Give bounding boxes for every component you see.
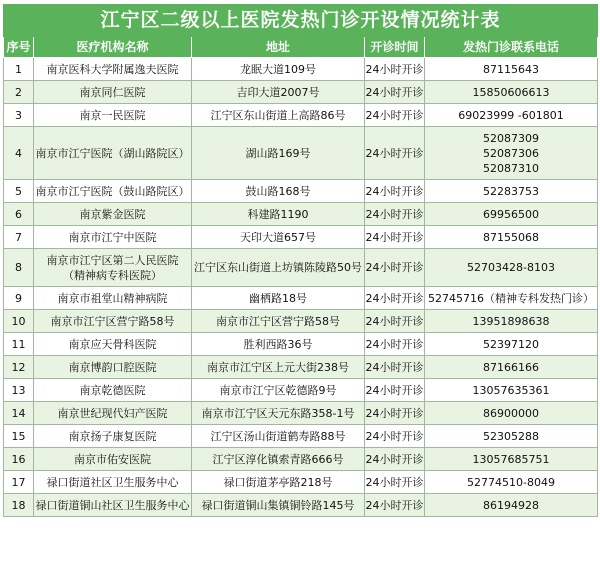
institution-name-line: 南京市江宁医院（鼓山路院区） bbox=[35, 184, 190, 198]
contact-phone bbox=[425, 104, 598, 127]
institution-name bbox=[34, 310, 192, 333]
table-row bbox=[4, 180, 598, 203]
institution-name bbox=[34, 226, 192, 249]
address bbox=[192, 58, 365, 81]
table-row bbox=[4, 448, 598, 471]
contact-phone bbox=[425, 203, 598, 226]
row-number: 16 bbox=[4, 448, 34, 471]
institution-name bbox=[34, 180, 192, 203]
header-no: 序号 bbox=[4, 37, 34, 58]
row-number: 11 bbox=[4, 333, 34, 356]
table-row bbox=[4, 333, 598, 356]
contact-phone-line: 87155068 bbox=[483, 230, 539, 244]
address-line: 科建路1190 bbox=[247, 207, 309, 221]
institution-name-line: 南京市江宁区第二人民医院 bbox=[46, 253, 179, 267]
table-row bbox=[4, 402, 598, 425]
address-line: 龙眠大道109号 bbox=[240, 62, 316, 76]
institution-name-line: 南京应天骨科医院 bbox=[68, 337, 157, 351]
institution-name bbox=[34, 81, 192, 104]
institution-name bbox=[34, 333, 192, 356]
opening-hours: 24小时开诊 bbox=[365, 402, 425, 425]
address-line: 南京市江宁区乾德路9号 bbox=[219, 383, 337, 397]
address-line: 江宁区东山街道上坊镇陈陵路50号 bbox=[194, 261, 362, 274]
institution-name-line: 南京市江宁医院（湖山路院区） bbox=[35, 146, 190, 160]
contact-phone bbox=[425, 58, 598, 81]
opening-hours: 24小时开诊 bbox=[365, 379, 425, 402]
institution-name-line: 禄口街道社区卫生服务中心 bbox=[46, 475, 179, 489]
contact-phone bbox=[425, 310, 598, 333]
contact-phone-line: 52087310 bbox=[483, 161, 539, 175]
contact-phone-line: 13951898638 bbox=[472, 314, 550, 328]
address bbox=[192, 180, 365, 203]
opening-hours: 24小时开诊 bbox=[365, 180, 425, 203]
row-number: 15 bbox=[4, 425, 34, 448]
address bbox=[192, 127, 365, 180]
institution-name bbox=[34, 249, 192, 287]
row-number: 7 bbox=[4, 226, 34, 249]
opening-hours: 24小时开诊 bbox=[365, 81, 425, 104]
fever-clinic-table bbox=[3, 4, 598, 517]
contact-phone-line: 52397120 bbox=[483, 337, 539, 351]
row-number: 18 bbox=[4, 494, 34, 517]
contact-phone-line: 13057685751 bbox=[472, 452, 550, 466]
contact-phone bbox=[425, 356, 598, 379]
contact-phone bbox=[425, 180, 598, 203]
contact-phone bbox=[425, 226, 598, 249]
institution-name bbox=[34, 287, 192, 310]
header-institution: 医疗机构名称 bbox=[34, 37, 192, 58]
table-row bbox=[4, 310, 598, 333]
address-line: 湖山路169号 bbox=[245, 146, 311, 160]
contact-phone-line: 52283753 bbox=[483, 184, 539, 198]
address bbox=[192, 471, 365, 494]
opening-hours: 24小时开诊 bbox=[365, 356, 425, 379]
contact-phone bbox=[425, 448, 598, 471]
address bbox=[192, 203, 365, 226]
address bbox=[192, 494, 365, 517]
row-number: 2 bbox=[4, 81, 34, 104]
contact-phone bbox=[425, 425, 598, 448]
address-line: 南京市江宁区营宁路58号 bbox=[216, 314, 340, 328]
institution-name bbox=[34, 379, 192, 402]
row-number: 17 bbox=[4, 471, 34, 494]
contact-phone bbox=[425, 333, 598, 356]
row-number: 9 bbox=[4, 287, 34, 310]
table-row bbox=[4, 81, 598, 104]
address-line: 胜利西路36号 bbox=[243, 337, 313, 351]
institution-name bbox=[34, 494, 192, 517]
header-hours: 开诊时间 bbox=[365, 37, 425, 58]
contact-phone-line: 86194928 bbox=[483, 498, 539, 512]
address-line: 江宁区东山街道上高路86号 bbox=[210, 108, 346, 122]
table-row bbox=[4, 356, 598, 379]
institution-name bbox=[34, 127, 192, 180]
institution-name-line: 南京市佑安医院 bbox=[74, 452, 151, 466]
contact-phone-line: 52087306 bbox=[483, 146, 539, 160]
address-line: 江宁区淳化镇索青路666号 bbox=[212, 452, 344, 466]
contact-phone-line: 52745716（精神专科发热门诊） bbox=[428, 291, 594, 305]
address-line: 江宁区汤山街道鹤寿路88号 bbox=[210, 429, 346, 443]
row-number: 14 bbox=[4, 402, 34, 425]
header-address: 地址 bbox=[192, 37, 365, 58]
contact-phone bbox=[425, 81, 598, 104]
opening-hours: 24小时开诊 bbox=[365, 249, 425, 287]
opening-hours: 24小时开诊 bbox=[365, 58, 425, 81]
row-number: 5 bbox=[4, 180, 34, 203]
opening-hours: 24小时开诊 bbox=[365, 471, 425, 494]
address bbox=[192, 226, 365, 249]
address-line: 鼓山路168号 bbox=[245, 184, 311, 198]
table-row bbox=[4, 287, 598, 310]
institution-name-line: 南京世纪现代妇产医院 bbox=[57, 406, 168, 420]
institution-name-line: 南京一民医院 bbox=[79, 108, 146, 122]
contact-phone-line: 87166166 bbox=[483, 360, 539, 374]
row-number: 1 bbox=[4, 58, 34, 81]
institution-name-line: 南京扬子康复医院 bbox=[68, 429, 157, 443]
institution-name bbox=[34, 425, 192, 448]
contact-phone bbox=[425, 402, 598, 425]
table-row bbox=[4, 226, 598, 249]
row-number: 6 bbox=[4, 203, 34, 226]
table-row bbox=[4, 104, 598, 127]
table-row bbox=[4, 494, 598, 517]
address bbox=[192, 310, 365, 333]
opening-hours: 24小时开诊 bbox=[365, 104, 425, 127]
address-line: 禄口街道铜山集镇铜铃路145号 bbox=[201, 498, 355, 512]
opening-hours: 24小时开诊 bbox=[365, 448, 425, 471]
row-number: 8 bbox=[4, 249, 34, 287]
institution-name-line: 南京市江宁中医院 bbox=[68, 230, 157, 244]
table-row bbox=[4, 58, 598, 81]
contact-phone-line: 13057635361 bbox=[472, 383, 550, 397]
row-number: 13 bbox=[4, 379, 34, 402]
contact-phone-line: 52774510-8049 bbox=[467, 475, 555, 489]
institution-name-line: 南京乾德医院 bbox=[79, 383, 146, 397]
opening-hours: 24小时开诊 bbox=[365, 226, 425, 249]
address bbox=[192, 402, 365, 425]
table-row bbox=[4, 425, 598, 448]
opening-hours: 24小时开诊 bbox=[365, 333, 425, 356]
institution-name-line: 南京市江宁区营宁路58号 bbox=[50, 314, 175, 328]
opening-hours: 24小时开诊 bbox=[365, 203, 425, 226]
institution-name-line: 禄口街道铜山社区卫生服务中心 bbox=[35, 498, 190, 512]
opening-hours: 24小时开诊 bbox=[365, 494, 425, 517]
institution-name-line: 南京市祖堂山精神病院 bbox=[57, 291, 168, 305]
institution-name bbox=[34, 356, 192, 379]
address bbox=[192, 448, 365, 471]
institution-name bbox=[34, 448, 192, 471]
institution-name bbox=[34, 402, 192, 425]
institution-name bbox=[34, 104, 192, 127]
opening-hours: 24小时开诊 bbox=[365, 310, 425, 333]
institution-name-line: （精神病专科医院） bbox=[63, 268, 162, 282]
contact-phone-line: 15850606613 bbox=[472, 85, 550, 99]
header-phone: 发热门诊联系电话 bbox=[425, 37, 598, 58]
contact-phone-line: 52305288 bbox=[483, 429, 539, 443]
contact-phone-line: 86900000 bbox=[483, 406, 539, 420]
contact-phone-line: 69956500 bbox=[483, 207, 539, 221]
table-row bbox=[4, 471, 598, 494]
table-body bbox=[4, 58, 598, 517]
address bbox=[192, 379, 365, 402]
contact-phone bbox=[425, 249, 598, 287]
table-row bbox=[4, 127, 598, 180]
row-number: 4 bbox=[4, 127, 34, 180]
table-row bbox=[4, 203, 598, 226]
opening-hours: 24小时开诊 bbox=[365, 127, 425, 180]
address bbox=[192, 249, 365, 287]
address-line: 天印大道657号 bbox=[240, 230, 316, 244]
institution-name-line: 南京紫金医院 bbox=[79, 207, 146, 221]
address bbox=[192, 287, 365, 310]
opening-hours: 24小时开诊 bbox=[365, 287, 425, 310]
table-row bbox=[4, 379, 598, 402]
table-row bbox=[4, 249, 598, 287]
contact-phone-line: 52087309 bbox=[483, 131, 539, 145]
header-row bbox=[4, 37, 598, 58]
address-line: 吉印大道2007号 bbox=[236, 85, 320, 99]
contact-phone bbox=[425, 471, 598, 494]
address bbox=[192, 104, 365, 127]
address-line: 南京市江宁区上元大街238号 bbox=[207, 360, 349, 374]
opening-hours: 24小时开诊 bbox=[365, 425, 425, 448]
contact-phone bbox=[425, 127, 598, 180]
contact-phone bbox=[425, 379, 598, 402]
contact-phone-line: 87115643 bbox=[483, 62, 539, 76]
address-line: 南京市江宁区天元东路358-1号 bbox=[201, 406, 355, 420]
contact-phone bbox=[425, 494, 598, 517]
institution-name bbox=[34, 203, 192, 226]
row-number: 3 bbox=[4, 104, 34, 127]
address bbox=[192, 333, 365, 356]
contact-phone bbox=[425, 287, 598, 310]
address bbox=[192, 81, 365, 104]
institution-name bbox=[34, 471, 192, 494]
address-line: 幽栖路18号 bbox=[249, 291, 307, 305]
institution-name bbox=[34, 58, 192, 81]
row-number: 10 bbox=[4, 310, 34, 333]
institution-name-line: 南京同仁医院 bbox=[79, 85, 146, 99]
row-number: 12 bbox=[4, 356, 34, 379]
contact-phone-line: 52703428-8103 bbox=[467, 261, 555, 274]
address bbox=[192, 356, 365, 379]
contact-phone-line: 69023999 -601801 bbox=[458, 108, 564, 122]
table-title: 江宁区二级以上医院发热门诊开设情况统计表 bbox=[4, 5, 598, 37]
institution-name-line: 南京医科大学附属逸夫医院 bbox=[46, 62, 179, 76]
address bbox=[192, 425, 365, 448]
address-line: 禄口街道茅亭路218号 bbox=[223, 475, 333, 489]
institution-name-line: 南京博韵口腔医院 bbox=[68, 360, 157, 374]
